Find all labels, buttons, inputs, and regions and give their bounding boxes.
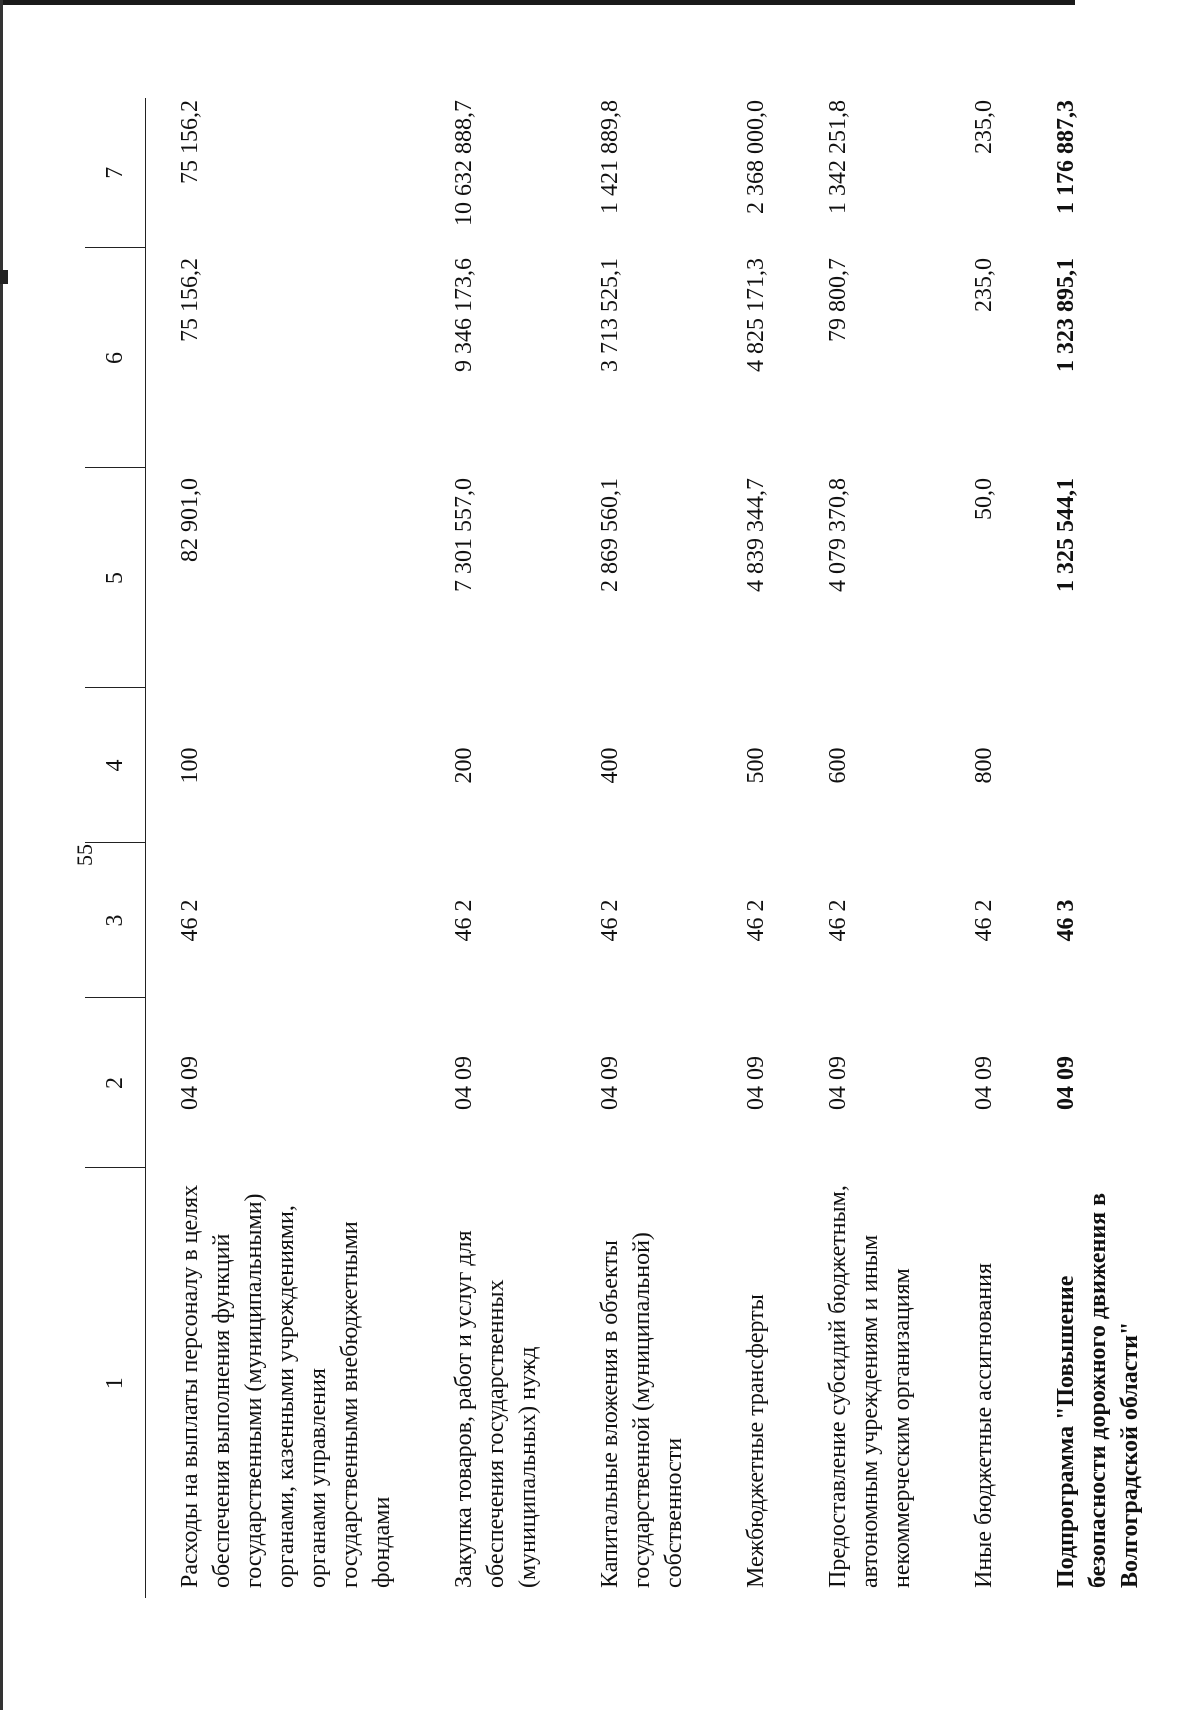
row-value-6: 75 156,2 xyxy=(177,258,203,342)
row-expense-type: 200 xyxy=(451,747,477,784)
table-row xyxy=(712,98,794,1598)
row-section: 04 09 xyxy=(451,1056,477,1110)
row-expense-type: 800 xyxy=(971,747,997,784)
row-value-7: 75 156,2 xyxy=(177,100,203,184)
row-expense-type: 500 xyxy=(743,747,769,784)
row-section: 04 09 xyxy=(825,1056,851,1110)
header-col-3: 3 xyxy=(85,843,146,998)
table-row xyxy=(940,98,1022,1598)
row-section: 04 09 xyxy=(743,1056,769,1110)
row-value-6: 1 323 895,1 xyxy=(1053,258,1079,372)
row-value-7: 2 368 000,0 xyxy=(743,100,769,214)
page-number: 55 xyxy=(72,844,97,866)
row-value-6: 235,0 xyxy=(971,258,997,312)
row-value-5: 2 869 560,1 xyxy=(597,478,623,592)
row-value-6: 3 713 525,1 xyxy=(597,258,623,372)
row-name: Иные бюджетные ассигнования xyxy=(971,1263,997,1588)
row-name: Закупка товаров, работ и услуг для обеспечения государственных (муниципальных) нужд xyxy=(451,1230,541,1588)
row-value-5: 7 301 557,0 xyxy=(451,478,477,592)
row-value-6: 4 825 171,3 xyxy=(743,258,769,372)
header-col-7: 7 xyxy=(85,98,146,248)
row-expense-type: 100 xyxy=(177,747,203,784)
row-program: 46 2 xyxy=(825,899,851,942)
row-name: Предоставление субсидий бюджетным, автономным учреждениям и иным некоммерческим организациям xyxy=(825,1185,915,1588)
row-value-7: 1 176 887,3 xyxy=(1053,100,1079,214)
row-section: 04 09 xyxy=(1053,1056,1079,1110)
row-value-6: 9 346 173,6 xyxy=(451,258,477,372)
row-name: Расходы на выплаты персоналу в целях обеспечения выполнения функций государственными (муниципальными) органами, казенными учреждениями, органами управления государственными внебюджетными фондами xyxy=(177,1184,395,1588)
row-name: Подпрограмма "Повышение безопасности дорожного движения в Волгоградской области" xyxy=(1053,1192,1143,1588)
row-value-5: 1 325 544,1 xyxy=(1053,478,1079,592)
row-value-7: 235,0 xyxy=(971,100,997,154)
row-value-5: 50,0 xyxy=(971,478,997,520)
row-section: 04 09 xyxy=(971,1056,997,1110)
table-header-row xyxy=(85,98,146,1598)
header-col-5: 5 xyxy=(85,468,146,688)
table-row-subprogram xyxy=(1022,98,1168,1598)
header-col-1: 1 xyxy=(85,1168,146,1598)
row-section: 04 09 xyxy=(177,1056,203,1110)
row-expense-type xyxy=(1022,688,1168,843)
row-program: 46 2 xyxy=(743,899,769,942)
row-program: 46 2 xyxy=(597,899,623,942)
header-col-4: 4 xyxy=(85,688,146,843)
row-value-5: 4 079 370,8 xyxy=(825,478,851,592)
header-col-6: 6 xyxy=(85,248,146,468)
table-row xyxy=(794,98,940,1598)
row-value-7: 1 421 889,8 xyxy=(597,100,623,214)
budget-table xyxy=(85,98,1168,1598)
row-program: 46 2 xyxy=(177,899,203,942)
row-program: 46 3 xyxy=(1053,899,1079,942)
table-row xyxy=(420,98,566,1598)
table-row xyxy=(566,98,712,1598)
row-value-7: 10 632 888,7 xyxy=(451,100,477,226)
row-name: Капитальные вложения в объекты государственной (муниципальной) собственности xyxy=(597,1232,687,1588)
row-value-7: 1 342 251,8 xyxy=(825,100,851,214)
row-program: 46 2 xyxy=(451,899,477,942)
row-expense-type: 600 xyxy=(825,747,851,784)
row-section: 04 09 xyxy=(597,1056,623,1110)
header-col-2: 2 xyxy=(85,998,146,1168)
row-name: Межбюджетные трансферты xyxy=(743,1294,769,1588)
row-value-5: 82 901,0 xyxy=(177,478,203,562)
row-value-6: 79 800,7 xyxy=(825,258,851,342)
row-expense-type: 400 xyxy=(597,747,623,784)
row-program: 46 2 xyxy=(971,899,997,942)
row-value-5: 4 839 344,7 xyxy=(743,478,769,592)
table-row xyxy=(146,98,421,1598)
